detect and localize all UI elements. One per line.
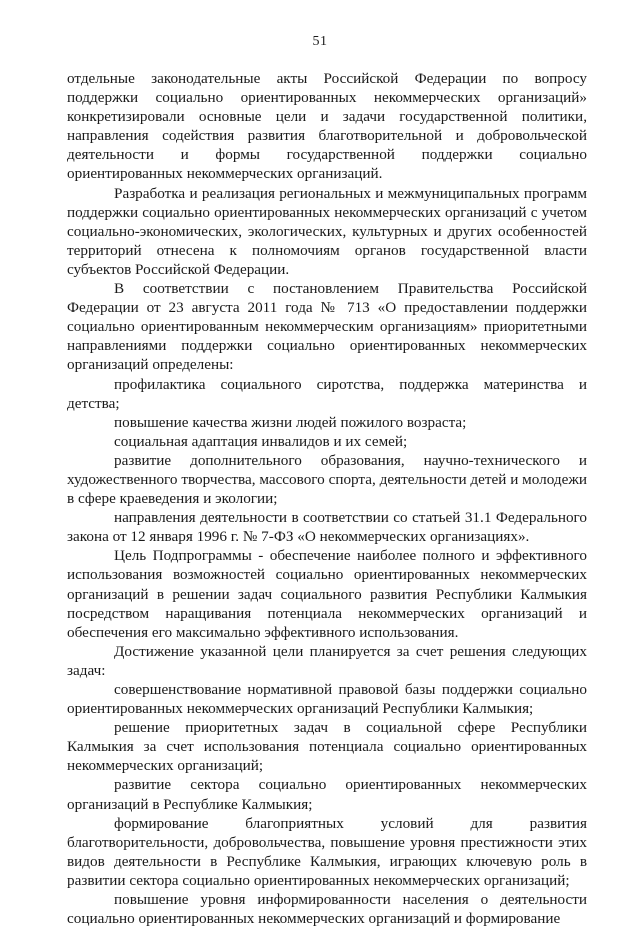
paragraph: отдельные законодательные акты Российской Федерации по вопросу поддержки социально ориентированных некоммерческих организаций» конкретизировали основные цели и задачи государственной политики, направления содействия развития благотворительной и добровольческой деятельности и формы государственной поддержки социально ориентированных некоммерческих организаций. bbox=[67, 70, 587, 183]
paragraph: Разработка и реализация региональных и межмуниципальных программ поддержки социально ориентированных некоммерческих организаций с учетом социально-экономических, экологических, культурных и других особенностей территорий отнесена к полномочиям органов государственной власти субъектов Российской Федерации. bbox=[67, 184, 587, 278]
list-item: направления деятельности в соответствии со статьей 31.1 Федерального закона от 12 января 1996 г. № 7-ФЗ «О некоммерческих организациях». bbox=[67, 509, 587, 546]
paragraph: В соответствии с постановлением Правительства Российской Федерации от 23 августа 2011 года № 713 «О предоставлении поддержки социально ориентированным некоммерческим организациям» приоритетными направлениями поддержки социально ориентированных некоммерческих организаций определены: bbox=[67, 280, 587, 374]
document-body bbox=[67, 69, 587, 928]
page-number: 51 bbox=[312, 34, 328, 49]
list-item: решение приоритетных задач в социальной сфере Республики Калмыкия за счет использования потенциала социально ориентированных некоммерческих организаций; bbox=[67, 719, 587, 775]
list-item: совершенствование нормативной правовой базы поддержки социально ориентированных некоммерческих организаций Республики Калмыкия; bbox=[67, 681, 587, 718]
list-item: повышение качества жизни людей пожилого возраста; bbox=[114, 413, 467, 431]
paragraph: Достижение указанной цели планируется за счет решения следующих задач: bbox=[67, 642, 587, 679]
paragraph: Цель Подпрограммы - обеспечение наиболее полного и эффективного использования возможностей социально ориентированных некоммерческих организаций в решении задач социального развития Республики Калмыкия посредством наращивания потенциала некоммерческих организаций и обеспечения его максимально эффективного использования. bbox=[67, 547, 587, 641]
list-item: повышение уровня информированности населения о деятельности социально ориентированных некоммерческих организаций и формирование bbox=[67, 891, 587, 928]
list-item: формирование благоприятных условий для развития благотворительности, добровольчества, повышение уровня престижности этих видов деятельности в Республике Калмыкия, играющих ключевую роль в развитии сектора социально ориентированных некоммерческих организаций; bbox=[67, 814, 587, 889]
list-item: социальная адаптация инвалидов и их семей; bbox=[114, 432, 408, 450]
list-item: профилактика социального сиротства, поддержка материнства и детства; bbox=[67, 375, 587, 412]
list-item: развитие сектора социально ориентированных некоммерческих организаций в Республике Калмыкия; bbox=[67, 776, 587, 813]
list-item: развитие дополнительного образования, научно-технического и художественного творчества, массового спорта, деятельности детей и молодежи в сфере краеведения и экологии; bbox=[67, 451, 587, 508]
